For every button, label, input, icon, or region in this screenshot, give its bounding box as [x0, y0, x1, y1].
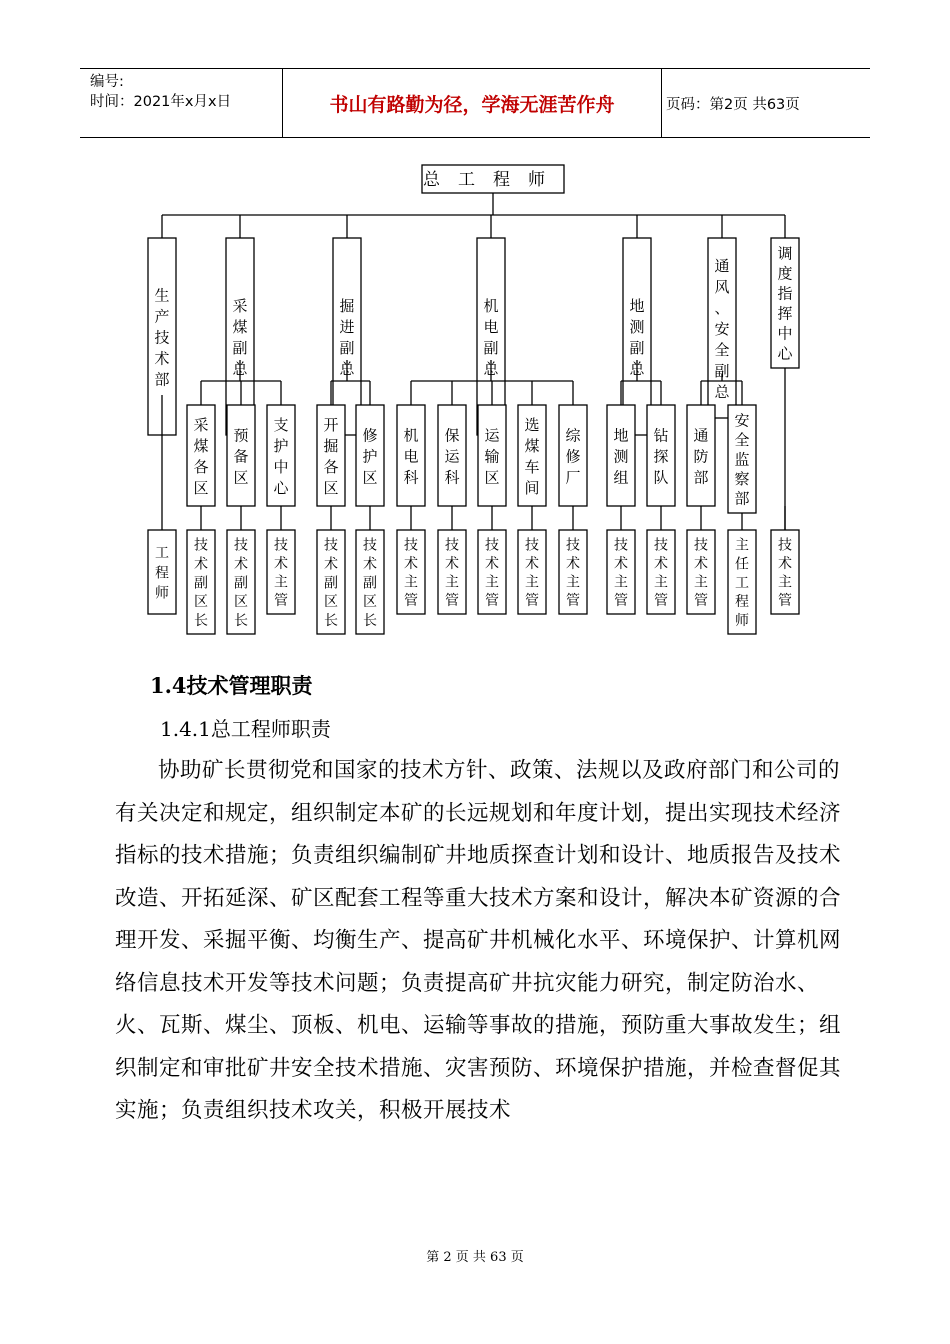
header-motto: 书山有路勤为径，学海无涯苦作舟 — [282, 69, 662, 137]
box-char: 测 — [629, 317, 645, 336]
org-level2-box — [227, 405, 255, 506]
box-char: 技 — [154, 328, 170, 347]
box-char: 生 — [154, 286, 170, 305]
box-char: 各 — [323, 457, 339, 476]
box-char: 科 — [403, 468, 419, 487]
org-level3-box — [559, 530, 587, 614]
box-char: 厂 — [565, 468, 581, 487]
box-char: 心 — [273, 478, 289, 497]
box-char: 主 — [566, 574, 580, 591]
box-char: 技 — [694, 537, 708, 554]
box-char: 技 — [566, 537, 580, 554]
box-char: 技 — [445, 537, 459, 554]
box-char: 主 — [404, 574, 418, 591]
box-char: 术 — [324, 556, 338, 573]
box-char: 副 — [629, 338, 645, 357]
org-level3-box — [687, 530, 715, 614]
page-footer: 第 2 页 共 63 页 — [426, 1250, 524, 1265]
box-char: 掘 — [323, 436, 339, 455]
box-char: 部 — [734, 489, 750, 508]
box-char: 通 — [693, 426, 709, 445]
header-page-info: 页码：第2页 共63页 — [666, 96, 800, 113]
box-char: 管 — [274, 592, 288, 609]
box-char: 主 — [654, 574, 668, 591]
box-char: 主 — [485, 574, 499, 591]
org-level3-box — [518, 530, 546, 614]
box-char: 组 — [613, 468, 629, 487]
box-char: 区 — [363, 594, 377, 611]
box-char: 术 — [614, 555, 628, 572]
number-label: 编号: — [90, 74, 124, 90]
box-char: 程 — [155, 565, 169, 582]
box-char: 主 — [274, 574, 288, 591]
box-char: 技 — [404, 537, 418, 554]
box-char: 运 — [444, 447, 460, 466]
box-char: 主 — [445, 574, 459, 591]
box-char: 技 — [525, 537, 539, 554]
box-char: 副 — [324, 575, 338, 592]
box-char: 掘 — [339, 296, 355, 315]
box-char: 区 — [194, 594, 208, 611]
org-root-box — [422, 165, 564, 193]
box-char: 技 — [485, 537, 499, 554]
box-char: 调 — [777, 244, 793, 263]
box-char: 术 — [194, 556, 208, 573]
box-char: 护 — [273, 436, 289, 455]
org-level3-box — [728, 530, 756, 634]
box-char: 指 — [777, 284, 793, 303]
box-char: 产 — [154, 307, 170, 326]
box-char: 科 — [444, 468, 460, 487]
box-char: 师 — [155, 585, 169, 602]
box-char: 、 — [714, 298, 730, 317]
box-char: 主 — [694, 574, 708, 591]
org-level2-box — [478, 405, 506, 506]
org-level2-box — [607, 405, 635, 506]
box-char: 管 — [485, 592, 499, 609]
box-char: 术 — [694, 555, 708, 572]
org-level2-box — [647, 405, 675, 506]
box-char: 术 — [654, 555, 668, 572]
section-heading: 1.4技术管理职责 — [150, 673, 313, 698]
header-meta — [80, 69, 282, 140]
box-char: 术 — [566, 555, 580, 572]
org-level1-box — [771, 238, 799, 368]
org-level2-box — [518, 405, 546, 506]
box-char: 支 — [273, 415, 289, 434]
org-level2-box — [559, 405, 587, 506]
box-char: 区 — [484, 468, 500, 487]
box-char: 技 — [324, 537, 338, 554]
box-char: 探 — [653, 447, 669, 466]
section-subheading: 1.4.1总工程师职责 — [160, 717, 331, 741]
time-label: 时间：2021年x月x日 — [90, 94, 232, 110]
box-char: 总 — [483, 359, 499, 378]
box-char: 中 — [273, 457, 289, 476]
box-char: 管 — [404, 592, 418, 609]
box-char: 区 — [324, 594, 338, 611]
box-char: 长 — [324, 612, 338, 629]
org-level2-box — [728, 405, 756, 513]
org-level3-box — [478, 530, 506, 614]
box-char: 师 — [735, 612, 749, 629]
box-char: 主 — [525, 574, 539, 591]
box-char: 察 — [734, 470, 750, 489]
box-char: 开 — [323, 415, 339, 434]
box-char: 主 — [778, 574, 792, 591]
box-char: 术 — [363, 556, 377, 573]
org-level3-box — [227, 530, 255, 634]
box-char: 备 — [233, 447, 249, 466]
box-char: 技 — [363, 537, 377, 554]
box-char: 主 — [735, 537, 749, 554]
org-level2-box — [267, 405, 295, 506]
box-char: 工 — [155, 545, 169, 562]
org-level2-box — [317, 405, 345, 506]
box-char: 防 — [693, 447, 709, 466]
box-char: 副 — [483, 338, 499, 357]
org-level3-box — [771, 530, 799, 614]
box-char: 管 — [694, 592, 708, 609]
box-char: 部 — [693, 468, 709, 487]
box-char: 电 — [403, 447, 419, 466]
box-char: 区 — [234, 594, 248, 611]
box-char: 区 — [193, 478, 209, 497]
box-char: 综 — [565, 426, 581, 445]
box-char: 风 — [714, 277, 730, 296]
box-char: 副 — [363, 575, 377, 592]
box-char: 预 — [233, 426, 249, 445]
box-char: 术 — [234, 556, 248, 573]
box-char: 术 — [274, 555, 288, 572]
box-char: 机 — [403, 426, 419, 445]
box-char: 副 — [339, 338, 355, 357]
box-char: 术 — [404, 555, 418, 572]
box-char: 全 — [714, 340, 730, 359]
box-char: 技 — [234, 537, 248, 554]
box-char: 副 — [714, 361, 730, 380]
box-char: 主 — [614, 574, 628, 591]
box-char: 区 — [323, 478, 339, 497]
box-char: 采 — [232, 296, 248, 315]
box-label: 总工程师 — [423, 170, 563, 191]
box-char: 各 — [193, 457, 209, 476]
box-char: 选 — [524, 415, 540, 434]
org-level3-box — [397, 530, 425, 614]
box-char: 区 — [362, 468, 378, 487]
org-level1-box — [708, 238, 736, 418]
page-header — [80, 68, 870, 138]
box-char: 心 — [777, 344, 793, 363]
box-char: 程 — [735, 594, 749, 611]
box-char: 钻 — [653, 426, 669, 445]
box-char: 术 — [778, 555, 792, 572]
box-char: 机 — [483, 296, 499, 315]
box-char: 中 — [777, 324, 793, 343]
box-char: 术 — [154, 349, 170, 368]
box-char: 术 — [445, 555, 459, 572]
org-level3-box — [607, 530, 635, 614]
box-char: 间 — [524, 478, 540, 497]
box-char: 工 — [735, 575, 749, 592]
box-char: 技 — [274, 537, 288, 554]
box-char: 区 — [233, 468, 249, 487]
box-char: 总 — [339, 359, 355, 378]
box-char: 管 — [525, 592, 539, 609]
box-char: 长 — [234, 612, 248, 629]
box-char: 管 — [654, 592, 668, 609]
box-char: 管 — [778, 592, 792, 609]
box-char: 总 — [714, 382, 730, 401]
box-char: 总 — [232, 359, 248, 378]
box-char: 保 — [444, 426, 460, 445]
box-char: 度 — [777, 264, 793, 283]
box-char: 术 — [485, 555, 499, 572]
org-level2-box — [187, 405, 215, 506]
box-char: 技 — [654, 537, 668, 554]
org-level2-box — [438, 405, 466, 506]
box-char: 采 — [193, 415, 209, 434]
box-char: 技 — [194, 537, 208, 554]
box-char: 全 — [734, 430, 750, 449]
org-level3-box — [267, 530, 295, 614]
box-char: 地 — [629, 296, 645, 315]
box-char: 修 — [565, 447, 581, 466]
box-char: 地 — [613, 426, 629, 445]
body-text — [115, 750, 845, 1133]
box-char: 总 — [629, 359, 645, 378]
box-char: 术 — [525, 555, 539, 572]
box-char: 电 — [483, 317, 499, 336]
box-char: 副 — [194, 575, 208, 592]
org-level3-box — [148, 530, 176, 614]
box-char: 技 — [778, 537, 792, 554]
box-char: 队 — [653, 468, 669, 487]
box-char: 安 — [734, 411, 750, 430]
box-char: 副 — [232, 338, 248, 357]
box-char: 煤 — [524, 436, 540, 455]
box-char: 进 — [339, 317, 355, 336]
box-char: 副 — [234, 575, 248, 592]
box-char: 管 — [445, 592, 459, 609]
box-char: 长 — [363, 612, 377, 629]
box-char: 通 — [714, 256, 730, 275]
org-level3-box — [187, 530, 215, 634]
box-char: 护 — [362, 447, 378, 466]
box-char: 挥 — [777, 304, 793, 323]
box-char: 修 — [362, 426, 378, 445]
org-level3-box — [647, 530, 675, 614]
org-level2-box — [397, 405, 425, 506]
org-level3-box — [317, 530, 345, 634]
box-char: 管 — [614, 592, 628, 609]
org-chart — [0, 150, 950, 650]
box-char: 运 — [484, 426, 500, 445]
org-level3-box — [438, 530, 466, 614]
box-char: 长 — [194, 612, 208, 629]
box-char: 任 — [735, 556, 749, 573]
org-level3-box — [356, 530, 384, 634]
box-char: 管 — [566, 592, 580, 609]
body-paragraph: 协助矿长贯彻党和国家的技术方针、政策、法规以及政府部门和公司的有关决定和规定，组织制定本矿的长远规划和年度计划，提出实现技术经济指标的技术措施；负责组织编制矿井地质探查计划和设计、地质报告及技术改造、开拓延深、矿区配套工程等重大技术方案和设计，解决本矿资源的合理开发、采掘平衡、均衡生产、提高矿井机械化水平、环境保护、计算机网络信息技术开发等技术问题；负责提高矿井抗灾能力研究，制定防治水、火、瓦斯、煤尘、顶板、机电、运输等事故的措施，预防重大事故发生；组织制定和审批矿井安全技术措施、灾害预防、环境保护措施，并检查督促其实施；负责组织技术攻关，积极开展技术 — [115, 758, 842, 1123]
box-char: 测 — [613, 447, 629, 466]
box-char: 安 — [714, 319, 730, 338]
box-char: 车 — [524, 457, 540, 476]
box-char: 煤 — [193, 436, 209, 455]
box-char: 煤 — [232, 317, 248, 336]
box-char: 技 — [614, 537, 628, 554]
box-char: 监 — [734, 450, 750, 469]
org-level2-box — [687, 405, 715, 506]
box-char: 输 — [484, 447, 500, 466]
box-char: 部 — [154, 370, 170, 389]
org-level2-box — [356, 405, 384, 506]
